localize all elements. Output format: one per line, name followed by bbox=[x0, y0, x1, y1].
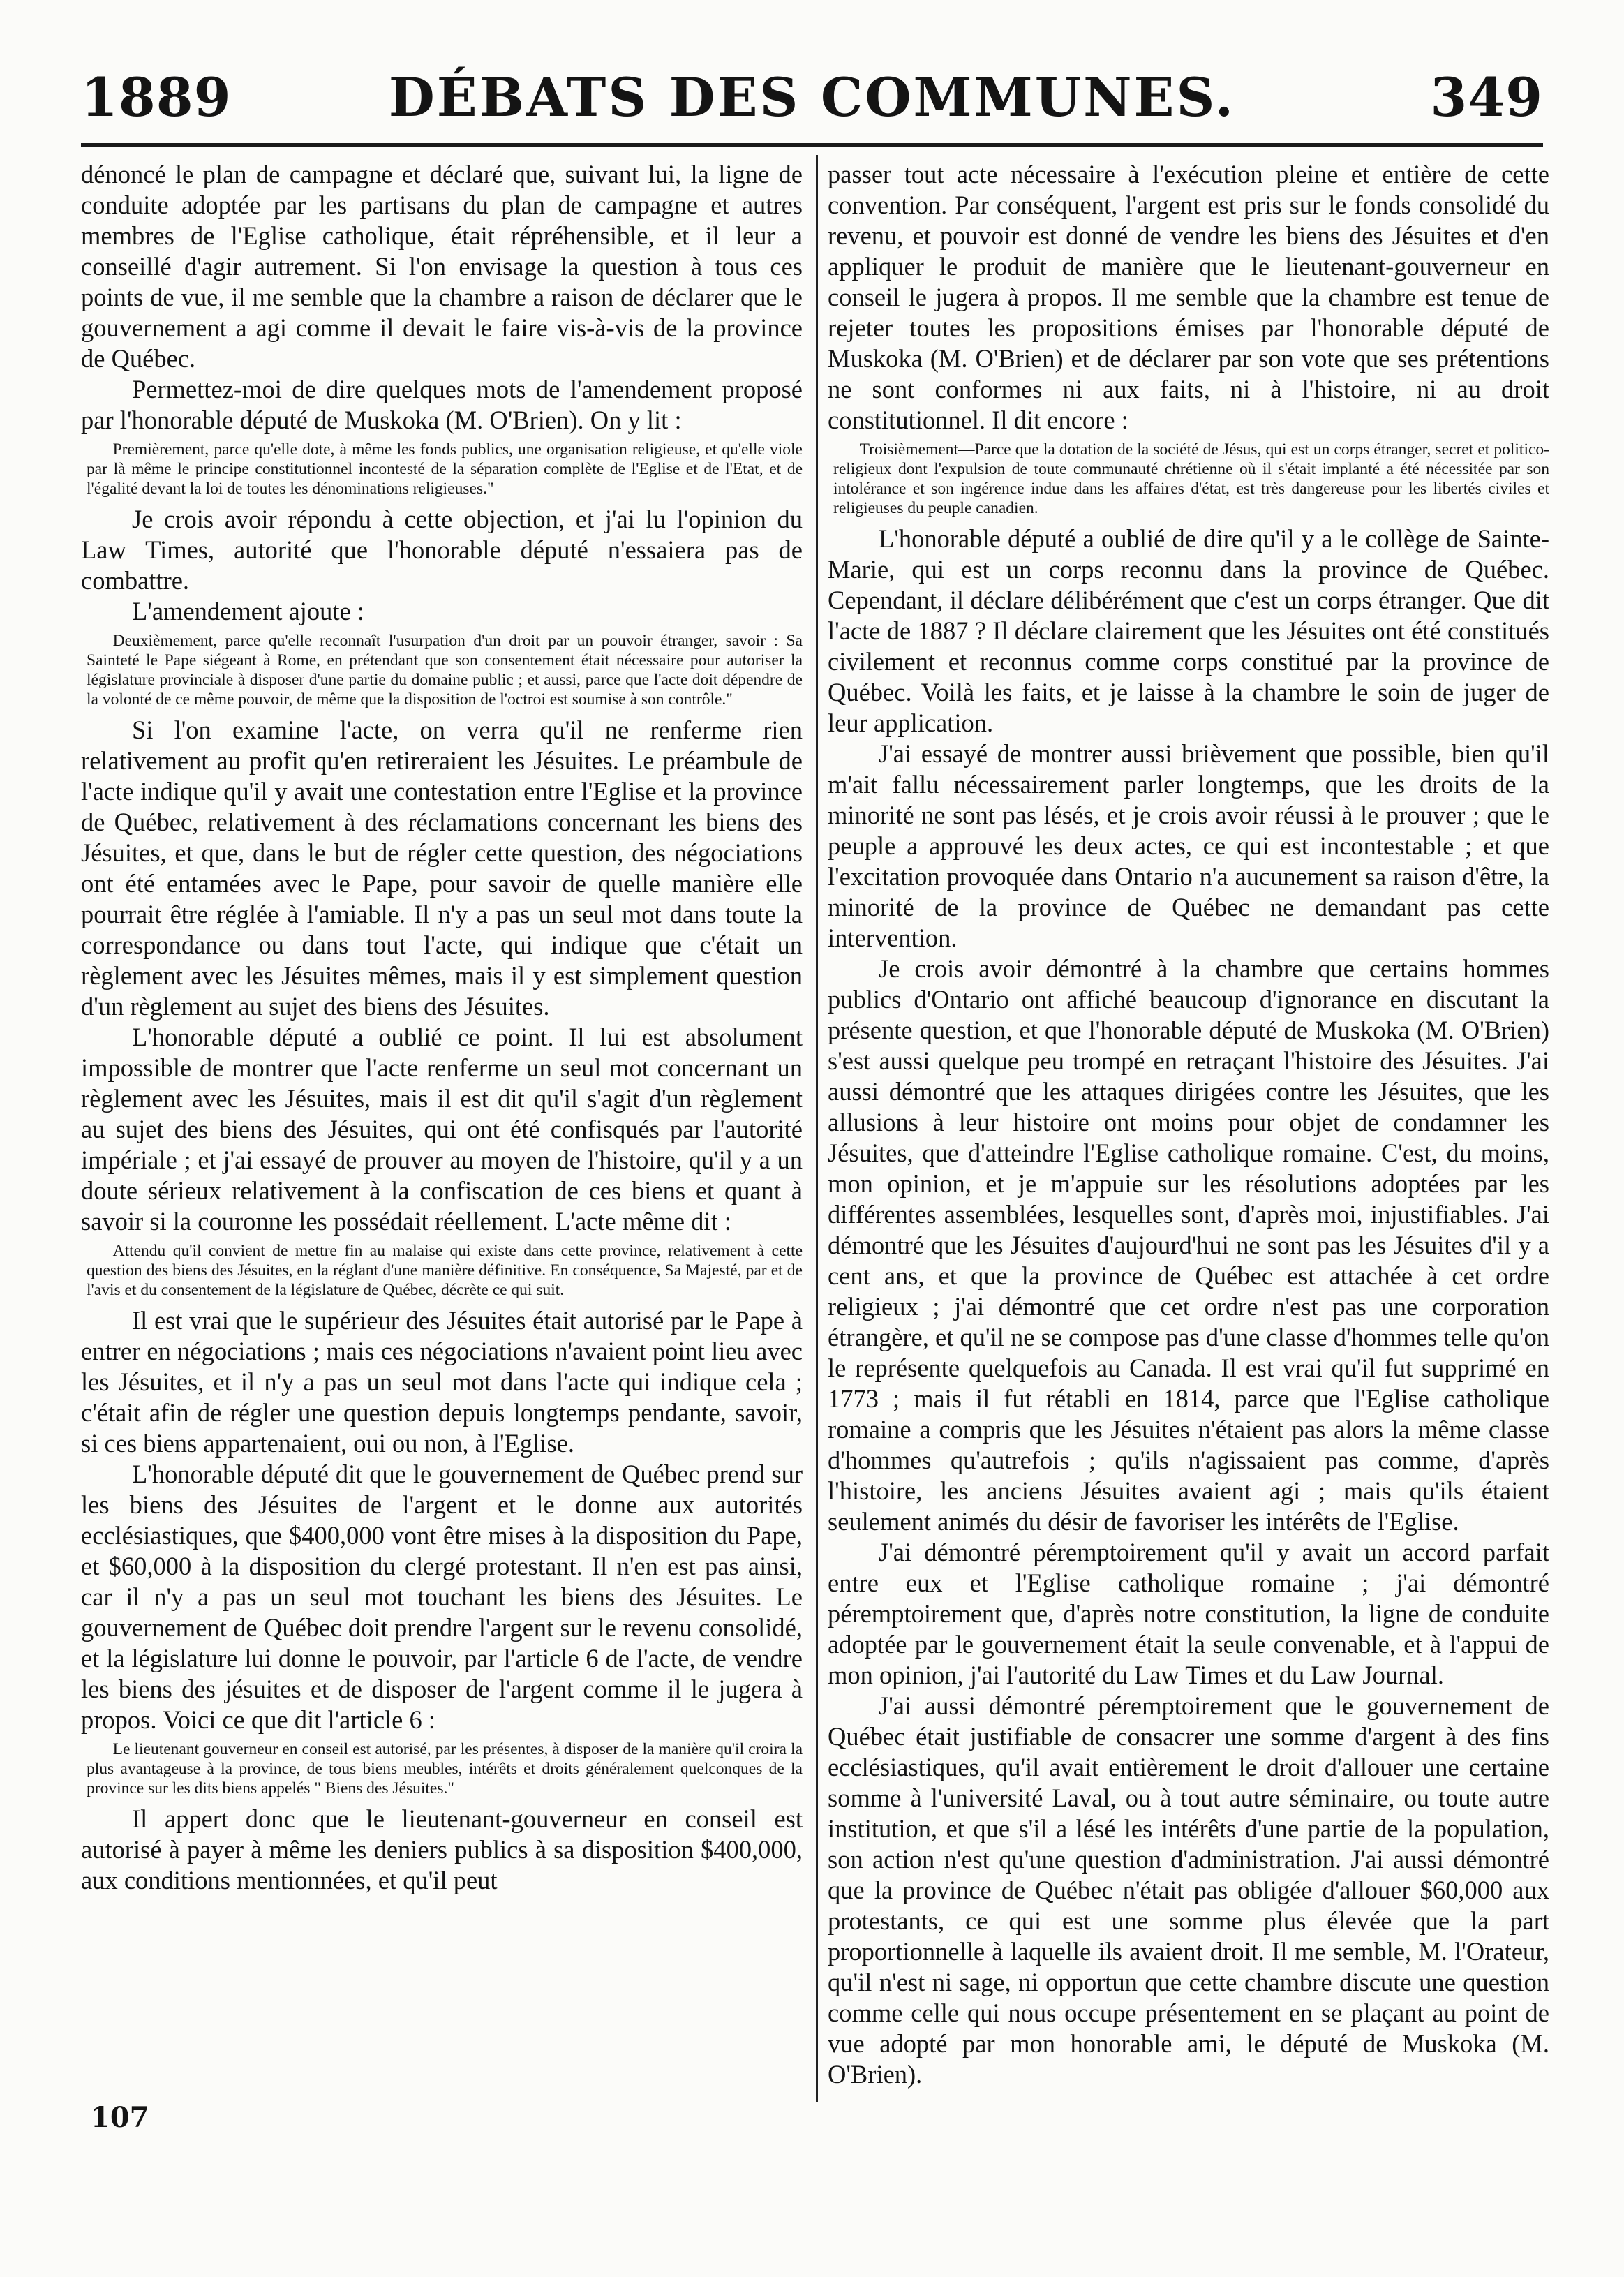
page-header bbox=[81, 64, 1543, 141]
header-rule bbox=[81, 143, 1543, 147]
paragraph: Permettez-moi de dire quelques mots de l'amendement proposé par l'honorable député de Muskoka (M. O'Brien). On y lit : bbox=[81, 375, 803, 434]
column-divider bbox=[816, 155, 818, 2102]
paragraph: J'ai démontré péremptoirement qu'il y avait un accord parfait entre eux et l'Eglise catholique romaine ; j'ai démontré péremptoirement que, d'après notre constitution, la ligne de conduite adoptée par le gouvernement était la seule convenable, et à l'appui de mon opinion, j'ai l'autorité du Law Times et du Law Journal. bbox=[828, 1538, 1549, 1689]
quotation: Attendu qu'il convient de mettre fin au malaise qui existe dans cette province, relativement à cette question des biens des Jésuites, en la réglant d'une manière définitive. En conséquence, Sa Majesté, par et de l'avis et du consentement de la législature de Québec, décrète ce qui suit. bbox=[87, 1242, 803, 1299]
paragraph: Il appert donc que le lieutenant-gouverneur en conseil est autorisé à payer à même les deniers publics à sa disposition $400,000, aux conditions mentionnées, et qu'il peut bbox=[81, 1804, 803, 1894]
paragraph: Je crois avoir répondu à cette objection, et j'ai lu l'opinion du Law Times, autorité que l'honorable député n'essaiera pas de combattre. bbox=[81, 505, 803, 595]
left-column bbox=[81, 159, 803, 1896]
paragraph: L'honorable député dit que le gouvernement de Québec prend sur les biens des Jésuites de l'argent et le donne aux autorités ecclésiastiques, que $400,000 vont être mises à la disposition du Pape, et $60,000 à la disposition du clergé protestant. Il n'en est pas ainsi, car il n'y a pas un seul mot touchant les biens des Jésuites. Le gouvernement de Québec doit prendre l'argent sur le revenu consolidé, et la législature lui donne le pouvoir, par l'article 6 de l'acte, de vendre les biens des jésuites et de disposer de l'argent comme il le jugera à propos. Voici ce que dit l'article 6 : bbox=[81, 1460, 803, 1734]
quotation: Deuxièmement, parce qu'elle reconnaît l'usurpation d'un droit par un pouvoir étranger, savoir : Sa Sainteté le Pape siégeant à Rome, en prétendant que son consentement était nécessaire pour autoriser la législature provinciale à disposer d'une partie du domaine public ; et aussi, parce que l'acte doit dépendre de la volonté de ce même pouvoir, de même que la disposition de l'octroi est soumise à son contrôle." bbox=[87, 632, 803, 709]
paragraph: L'honorable député a oublié de dire qu'il y a le collège de Sainte-Marie, qui est un corps reconnu dans la province de Québec. Cependant, il déclare délibérément que c'est un corps étranger. Que dit l'acte de 1887 ? Il déclare clairement que les Jésuites ont été constitués civilement et reconnus comme corps constitué par la province de Québec. Voilà les faits, et je laisse à la chambre le soin de juger de leur application. bbox=[828, 524, 1549, 737]
header-page-number: 349 bbox=[1430, 66, 1543, 128]
header-year: 1889 bbox=[81, 66, 232, 128]
quotation: Le lieutenant gouverneur en conseil est autorisé, par les présentes, à disposer de la manière qu'il croira la plus avantageuse à la province, de tous biens meubles, intérêts et droits généralement quelconques de la province sur les dits biens appelés " Biens des Jésuites." bbox=[87, 1740, 803, 1797]
paragraph: J'ai essayé de montrer aussi brièvement que possible, bien qu'il m'ait fallu nécessairement parler longtemps, que les droits de la minorité ne sont pas lésés, et je crois avoir réussi à le prouver ; que le peuple a approuvé les deux actes, ce qui est incontestable ; et que l'excitation provoquée dans Ontario n'a aucunement sa raison d'être, la minorité de la province de Québec ne demandant pas cette intervention. bbox=[828, 739, 1549, 952]
paragraph: Il est vrai que le supérieur des Jésuites était autorisé par le Pape à entrer en négociations ; mais ces négociations n'avaient point lieu avec les Jésuites, et il n'y a pas un seul mot dans l'acte qui indique cela ; c'était afin de régler une question depuis longtemps pendante, savoir, si ces biens appartenaient, oui ou non, à l'Eglise. bbox=[81, 1306, 803, 1458]
paragraph: dénoncé le plan de campagne et déclaré que, suivant lui, la ligne de conduite adoptée par les partisans du plan de campagne et autres membres de l'Eglise catholique, était répréhensible, et il leur a conseillé d'agir autrement. Si l'on envisage la question à tous ces points de vue, il me semble que la chambre a raison de déclarer que le gouvernement a agi comme il devait le faire vis-à-vis de la province de Québec. bbox=[81, 160, 803, 373]
paragraph: L'honorable député a oublié ce point. Il lui est absolument impossible de montrer que l'acte renferme un seul mot concernant un règlement avec les Jésuites, mais il est dit qu'il s'agit d'un règlement au sujet des biens des Jésuites, qui ont été confisqués par l'autorité impériale ; et j'ai essayé de prouver au moyen de l'histoire, qu'il y a un doute sérieux relativement à la confiscation de ces biens et quant à savoir si la couronne les possédait réellement. L'acte même dit : bbox=[81, 1023, 803, 1236]
header-title: DÉBATS DES COMMUNES. bbox=[388, 66, 1236, 128]
paragraph: Je crois avoir démontré à la chambre que certains hommes publics d'Ontario ont affiché beaucoup d'ignorance en discutant la présente question, et que l'honorable député de Muskoka (M. O'Brien) s'est aussi quelque peu trompé en retraçant l'histoire des Jésuites. J'ai aussi démontré que les attaques dirigées contre les Jésuites, que les allusions à leur histoire ont moins pour objet de condamner les Jésuites, que d'atteindre l'Eglise catholique romaine. C'est, du moins, mon opinion, et je m'appuie sur les résolutions adoptées par les différentes assemblées, lesquelles sont, d'après moi, injustifiables. J'ai démontré que les Jésuites d'aujourd'hui ne sont pas les Jésuites d'il y a cent ans, et que la province de Québec est attachée à cet ordre religieux ; j'ai démontré que cet ordre n'est pas une corporation étrangère, et qu'il ne se compose pas d'une classe d'hommes telle qu'on le représente quelquefois au Canada. Il est vrai qu'il fut supprimé en 1773 ; mais il fut rétabli en 1814, parce que l'Eglise catholique romaine a compris que les Jésuites n'étaient pas alors la même classe d'hommes qu'autrefois ; qu'ils n'agissaient pas comme, d'après l'histoire, les anciens Jésuites avaient agi ; mais qu'ils étaient seulement animés du désir de favoriser les intérêts de l'Eglise. bbox=[828, 954, 1549, 1536]
right-column bbox=[828, 159, 1549, 2090]
paragraph: L'amendement ajoute : bbox=[132, 597, 364, 625]
quotation: Troisièmement—Parce que la dotation de la société de Jésus, qui est un corps étranger, secret et politico-religieux dont l'expulsion de toute communauté chrétienne où il s'était implanté a été nécessitée par son intolérance et son ingérence indue dans les affaires d'état, est très dangereuse pour les libertés civiles et religieuses du peuple canadien. bbox=[833, 440, 1549, 517]
paragraph: Si l'on examine l'acte, on verra qu'il ne renferme rien relativement au profit qu'en retireraient les Jésuites. Le préambule de l'acte indique qu'il y avait une contestation entre l'Eglise et la province de Québec, relativement à des réclamations concernant les biens des Jésuites, et que, dans le but de régler cette question, des négociations ont été entamées avec le Pape, pour savoir de quelle manière elle pourrait être réglée à l'amiable. Il n'y a pas un seul mot dans toute la correspondance ou dans tout l'acte, qui indique que c'était un règlement avec les Jésuites mêmes, mais il y est simplement question d'un règlement au sujet des biens des Jésuites. bbox=[81, 715, 803, 1021]
signature-mark: 107 bbox=[91, 2101, 149, 2134]
quotation: Premièrement, parce qu'elle dote, à même les fonds publics, une organisation religieuse, et qu'elle viole par là même le principe constitutionnel incontesté de la séparation complète de l'Eglise et de l'Etat, et de l'égalité devant la loi de toutes les dénominations religieuses." bbox=[87, 440, 803, 498]
paragraph: passer tout acte nécessaire à l'exécution pleine et entière de cette convention. Par conséquent, l'argent est pris sur le fonds consolidé du revenu, et pouvoir est donné de vendre les biens des Jésuites et d'en appliquer le produit de manière que le lieutenant-gouverneur en conseil le jugera à propos. Il me semble que la chambre est tenue de rejeter toutes les propositions émises par l'honorable député de Muskoka (M. O'Brien) et de déclarer par son vote que ses prétentions ne sont conformes ni aux faits, ni à l'histoire, ni au droit constitutionnel. Il dit encore : bbox=[828, 160, 1549, 434]
paragraph: J'ai aussi démontré péremptoirement que le gouvernement de Québec était justifiable de consacrer une somme d'argent à des fins ecclésiastiques, qu'il avait entièrement le droit d'allouer une certaine somme à l'université Laval, ou à tout autre séminaire, ou toute autre institution, et que s'il a lésé les intérêts d'une partie de la population, son action n'est qu'une question d'administration. J'ai aussi démontré que la province de Québec n'était pas obligée d'allouer $60,000 aux protestants, ce qui est une somme plus élevée que la part proportionnelle à laquelle ils avaient droit. Il me semble, M. l'Orateur, qu'il n'est ni sage, ni opportun que cette chambre discute une question comme celle qui nous occupe présentement en se plaçant au point de vue adopté par mon honorable ami, le député de Muskoka (M. O'Brien). bbox=[828, 1691, 1549, 2089]
